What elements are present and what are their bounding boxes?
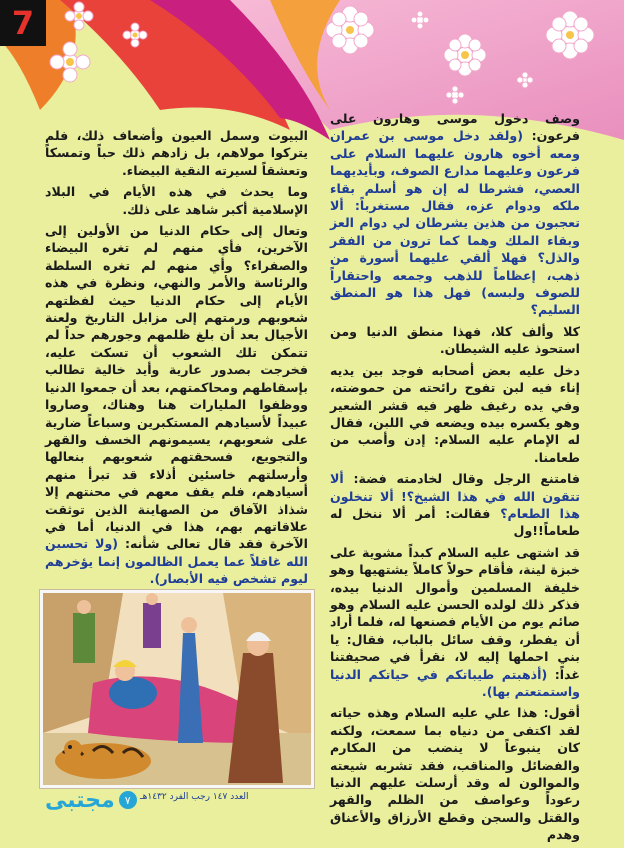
paragraph: وصف دخول موسى وهارون على فرعون: (ولقد دخل موسى بن عمران ومعه أخوه هارون عليهما السلام على فرعون وعليهما مدارع الصوف، وبأيديهما العصي، فشرطا له إن هو أسلم بقاء ملكه ودوام عزه، فقال مستغرباً: ألا تعجبون من هذين يشرطان لي دوام العز وبقاء الملك وهما كما ترون من الفقر والذل؟ فهلا ألقي عليهما أسورة من ذهب، إعظاماً للذهب وجمعه واحتقاراً للصوف ولبسه) فهل هذا هو المنطق السليم؟ (330, 111, 581, 318)
paragraph: دخل عليه بعض أصحابه فوجد بين يديه إناء فيه لبن تفوح رائحته من حموضته، وفي يده رغيف ظهر فيه قشر الشعير وهو يكسره بيده ويضعه في اللبن، فقال له الإمام عليه السلام: إدن وأصب من طعامنا. (330, 362, 580, 465)
paragraph: كلا وألف كلا، فهذا منطق الدنيا ومن استحوذ عليه الشيطان. (330, 323, 580, 357)
left-text-column (45, 127, 308, 592)
right-text-column (330, 110, 580, 848)
logo-number: ٧ (119, 791, 137, 809)
paragraph: وما يحدث في هذه الأيام في البلاد الإسلامية أكبر شاهد على ذلك. (45, 184, 308, 217)
illustration-scene (43, 593, 311, 785)
paragraph: أقول: هذا علي عليه السلام وهذه حياته لقد اكتفى من دنياه بما سمعت، ولكنه كان ينبوعاً لا ينضب من المكارم والفضائل والمناقب، فقد تشربه شيعته والموالون له وقد أرسلت عليهم الدنيا رعوداً وعواصف من الظلم والقهر والقتل والسجن وقطع الأرزاق والأعناق وهدم (330, 705, 580, 843)
paragraph: قد اشتهى عليه السلام كبداً مشوية على خبزة لينة، فأقام حولاً كاملاً يشتهيها وهو خليفة المسلمين وأموال الدنيا بيده، فذكر ذلك لولده الحسن عليه السلام وهو صائم يوم من الأيام فصنعها له، فلما أراد أن يفطر، وقف سائل بالباب، فقال: يا بني احملها إليه لا، نقرأ في صحيفتنا غداً: (أذهبتم طيباتكم في حياتكم الدنيا واستمتعتم بها). (330, 544, 580, 699)
paragraph: فامتنع الرجل وقال لخادمته فضة: ألا تتقون الله في هذا الشيخ؟! ألا تنخلون هذا الطعام؟ فقالت: أمر ألا ننخل له طعاماً!!ول (330, 471, 580, 539)
paragraph: البيوت وسمل العيون وأضعاف ذلك، فلم يتركوا مولاهم، بل زادهم ذلك حباً وتمسكاً وتعشقاً لسيرته النقية البيضاء. (45, 128, 308, 178)
page-number: 7 (0, 0, 46, 46)
logo-text: مجتبى (45, 787, 115, 813)
story-illustration (40, 590, 314, 788)
issue-info: العدد ١٤٧ رجب الفرد ١٤٣٢هـ (140, 792, 249, 802)
paragraph: وتعال إلى حكام الدنيا من الأولين إلى الآخرين، فأي منهم لم تغره البيضاء والصفراء؟ وأي منهم لم تغره السلطة والرئاسة والأمر والنهي، ونظرة في هذه الأيام إلى حكام الدنيا حيث لفظتهم شعوبهم ورمتهم إلى مزابل التاريخ ولعنة الأجيال بعد أن بلغ ظلمهم وجورهم حداً لم تتمكن تلك الشعوب أن تسكت عليه، فخرجت بصدور عارية وأيد خالية تطالب بإسقاطهم ومحاكمتهم، بعد أن جمعوا الدنيا ووظفوا المليارات هنا وهناك، وصاروا عبيداً لأسيادهم المستكبرين وسباعاً ضارية على شعوبهم، يسيمونهم الخسف والقهر والتجويع، فسحقتهم شعوبهم بنعالها وأرسلتهم خاسئين أذلاء قد تبرأ منهم أسيادهم، فلم يقف معهم في محنتهم إلا شذاذ الآفاق من الصهاينة الذين توثقت علاقاتهم بهم، هذا في الدنيا، أما في الآخرة فقد قال تعالى شأنه: (ولا تحسبن الله غافلاً عما يعمل الظالمون إنما يؤخرهم ليوم تشخص فيه الأبصار). (45, 223, 308, 587)
magazine-logo (45, 786, 137, 814)
